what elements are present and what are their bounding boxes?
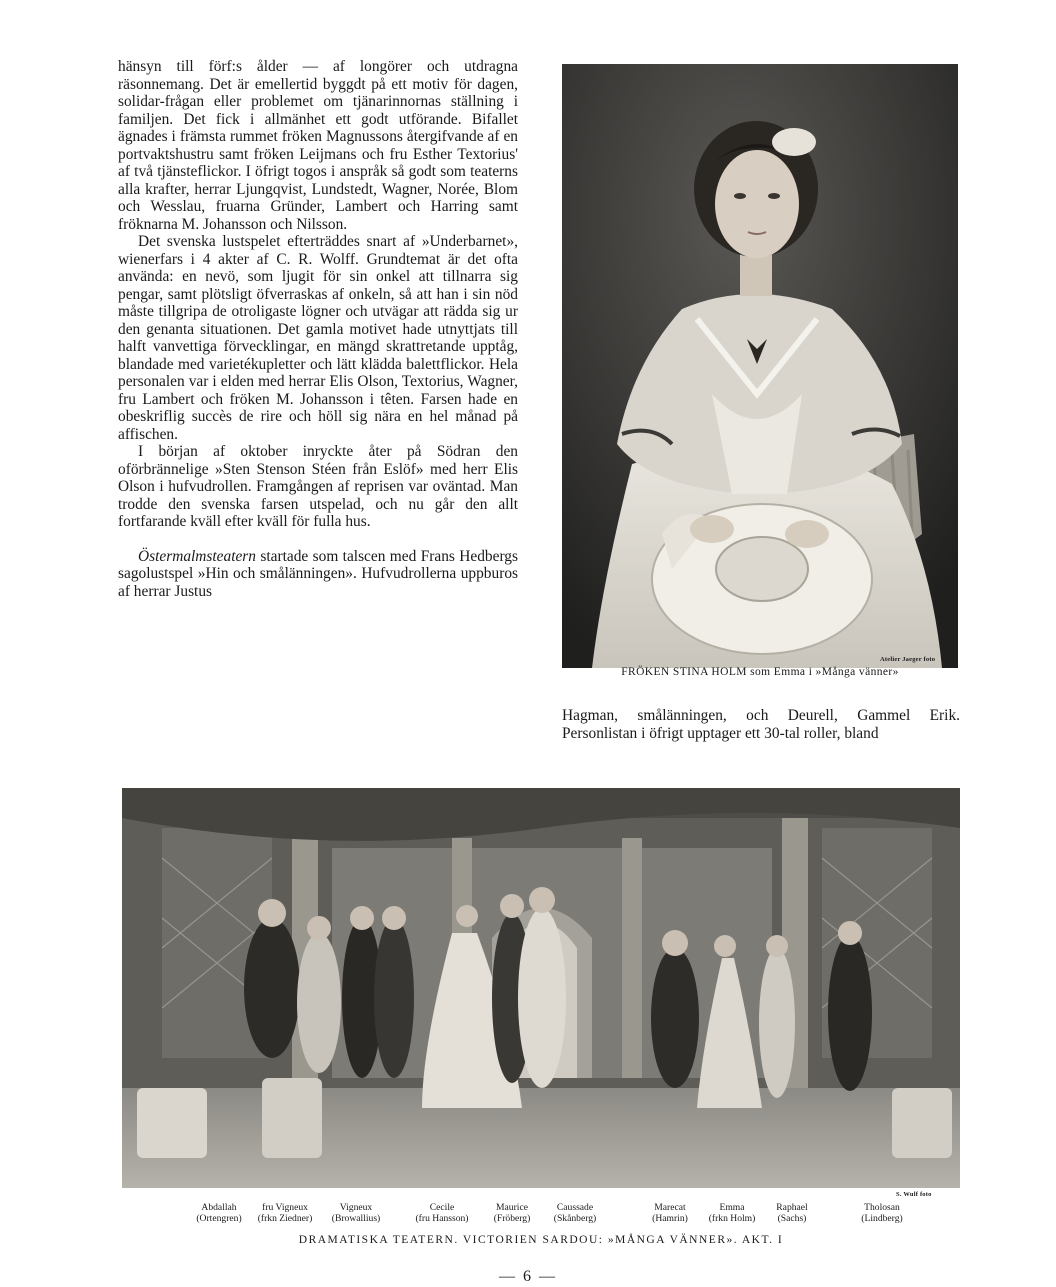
portrait-photo (562, 64, 958, 668)
right-text-column (562, 707, 960, 742)
stage-credit: S. Wulf foto (896, 1191, 932, 1198)
paragraph-2: Det svenska lustspelet efterträddes snart af »Underbarnet», wienerfars i 4 akter af C. R. Wolff. Grundtemat är det ofta använda: en nevö, som ljugit för sin onkel att tillnarra sig pengar, samt plötsligt öfverraskas af onkeln, så att han i sin nöd måste tillgripa de otroligaste lögner och utvägar att rädda sig ur den genanta situationen. Det gamla motivet hade utnyttjats till halft vanvettiga förvecklingar, en mängd skrattretande upptåg, blandade med varietékupletter och lätt klädda balettflickor. Hela personalen var i elden med herrar Elis Olson, Textorius, Wagner, fru Lambert och fröken M. Johansson i têten. Farsen hade en obeskriflig succès de rire och höll sig nära en hel månad på affischen. (118, 233, 518, 443)
cast-label: Marecat (Hamrin) (652, 1202, 688, 1224)
stage-illustration (122, 788, 960, 1188)
cast-label: Maurice (Fröberg) (493, 1202, 531, 1224)
paragraph-1: hänsyn till förf:s ålder — af longörer och utdragna räsonnemang. Det är emellertid byggdt på ett motiv för dagen, solidar-frågan eller problemet om tjänarinnornas ställning i familjen. Det fick i allmänhet ett godt utförande. Bifallet ägnades i främsta rummet fröken Magnussons återgifvande af en portvaktshustru samt fröken Leijmans och fru Esther Textorius' af två tjänsteflickor. I öfrigt togos i anspråk så godt som teaterns alla krafter, herrar Ljungqvist, Lundstedt, Wagner, Norée, Blom och Wesslau, fruarna Gründer, Lambert och Harring samt fröknarna M. Johansson och Nilsson. (118, 58, 518, 233)
portrait-illustration (562, 64, 958, 668)
cast-label: Cecile (fru Hansson) (415, 1202, 469, 1224)
stage-caption: DRAMATISKA TEATERN. VICTORIEN SARDOU: »MÅNGA VÄNNER». AKT. I (298, 1234, 784, 1246)
right-paragraph: Hagman, smålänningen, och Deurell, Gammel Erik. Personlistan i öfrigt upptager ett 30-tal roller, bland (562, 707, 960, 742)
portrait-caption: FRÖKEN STINA HOLM som Emma i »Många vänner» (621, 666, 899, 678)
cast-label: Vigneux (Browallius) (331, 1202, 381, 1224)
cast-label: Raphael (Sachs) (776, 1202, 808, 1224)
cast-label: Emma (frkn Holm) (708, 1202, 756, 1224)
cast-label: Tholosan (Lindberg) (861, 1202, 903, 1224)
cast-label: Abdallah (Ortengren) (196, 1202, 242, 1224)
theatre-name-italic: Östermalmsteatern (138, 547, 256, 565)
left-text-column (118, 58, 518, 600)
paragraph-4 (118, 548, 518, 601)
paragraph-3: I början af oktober inryckte åter på Södran den oförbrännelige »Sten Stenson Stéen från Eslöf» med herr Elis Olson i hufvudrollen. Framgången af reprisen var oväntad. Man trodde den svenska farsen utspelad, och nu går den allt fortfarande kväll efter kväll för fulla hus. (118, 443, 518, 530)
stage-photo (122, 788, 960, 1188)
portrait-credit: Atelier Jaeger foto (880, 656, 936, 663)
cast-label: fru Vigneux (frkn Ziedner) (257, 1202, 313, 1224)
paragraph-4-text: startade som talscen med Frans Hedbergs sagolustspel »Hin och smålänningen». Hufvudrollerna uppburos af herrar Justus (118, 547, 518, 600)
page-number: — 6 — (499, 1268, 557, 1285)
cast-label: Caussade (Skånberg) (553, 1202, 597, 1224)
stage-cast-labels (122, 1203, 960, 1229)
